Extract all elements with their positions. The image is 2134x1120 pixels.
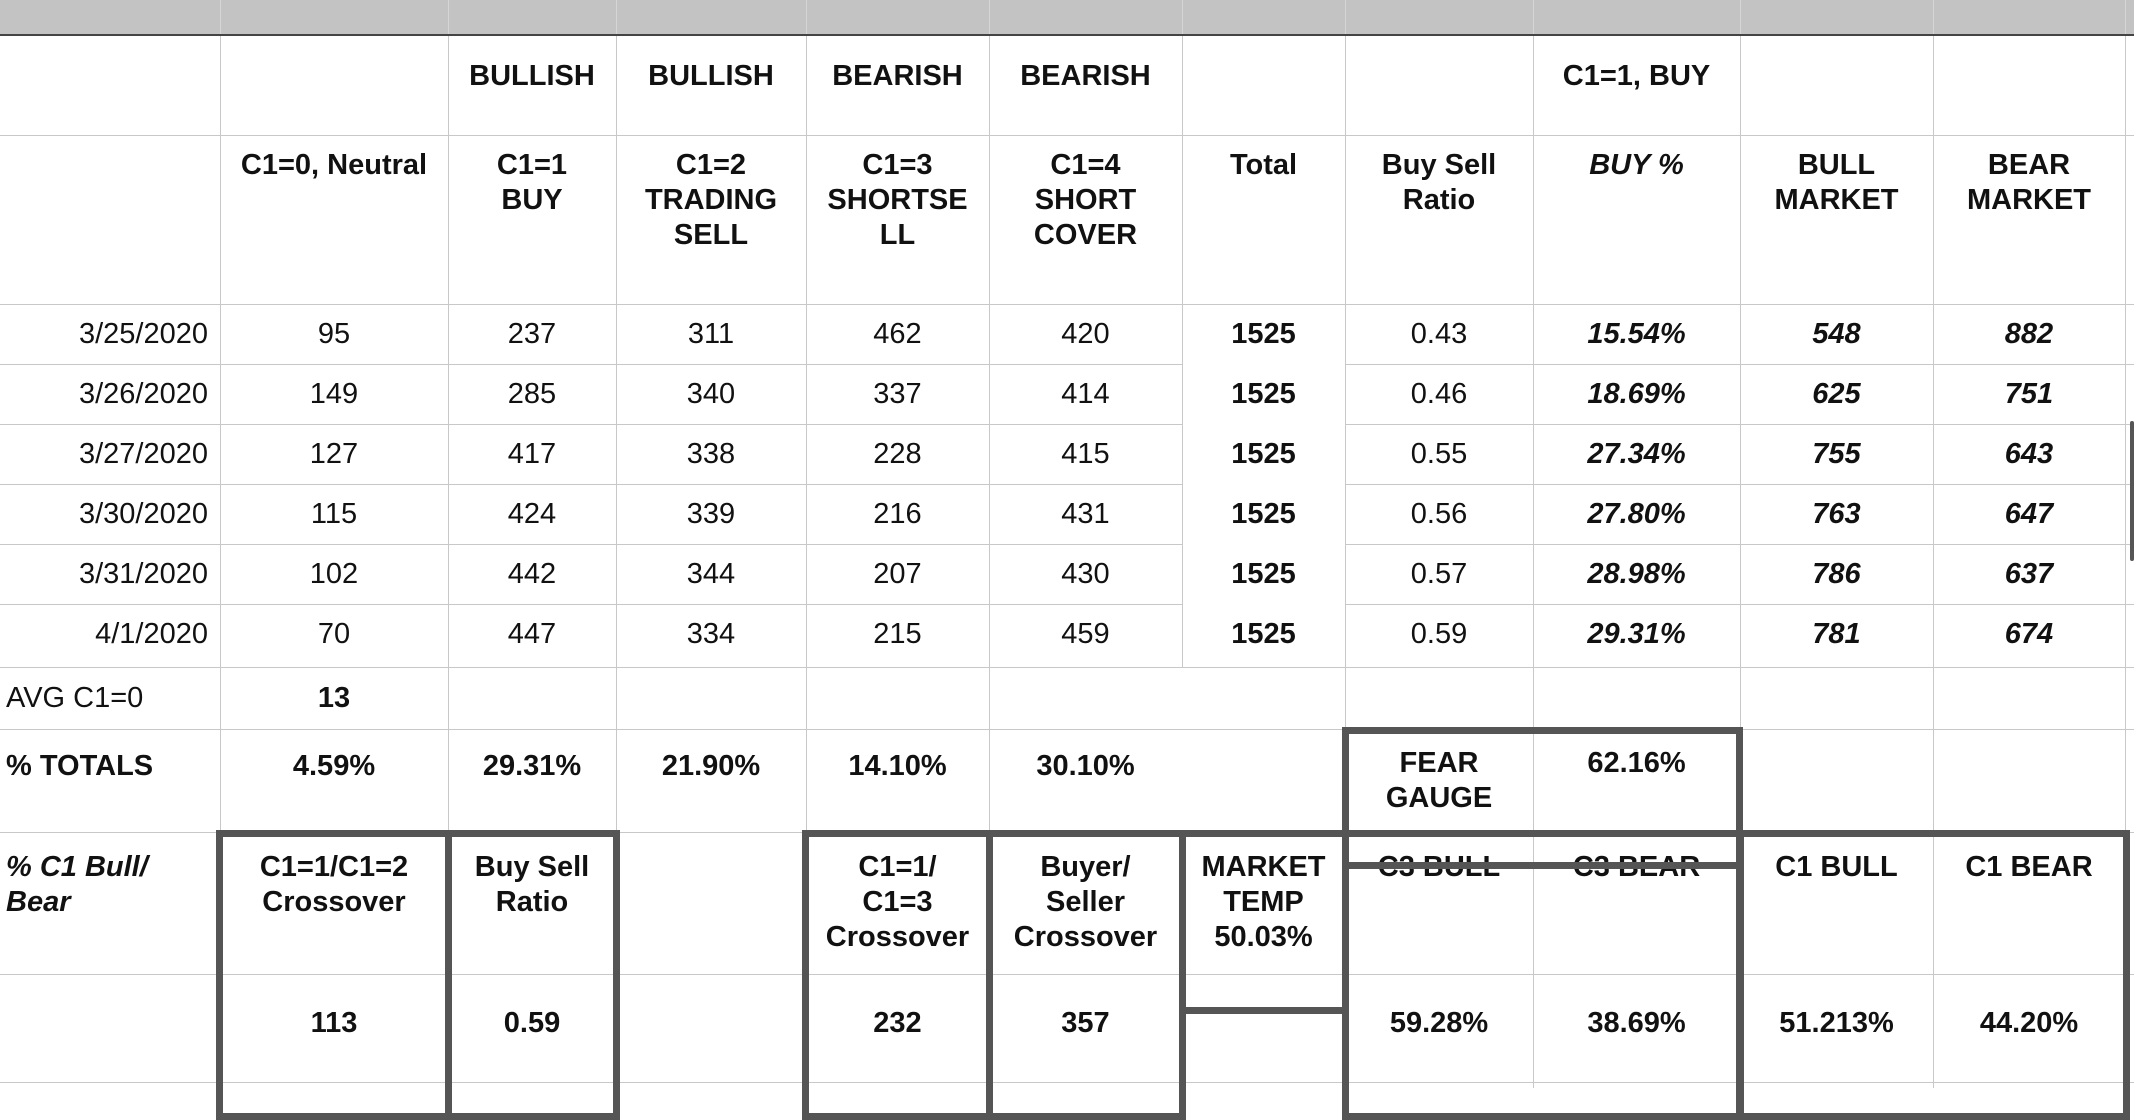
c1-bull-bear-box xyxy=(1737,830,2130,1120)
row-neutral: 95 xyxy=(317,317,351,350)
header-trading-sell: C1=2 TRADING SELL xyxy=(644,149,778,251)
c3-bull-label: C3 BULL xyxy=(1377,851,1501,883)
row-bull: 763 xyxy=(1812,497,1861,530)
row-trading-sell: 334 xyxy=(686,617,736,650)
row-neutral: 127 xyxy=(309,437,359,470)
row-trading-sell: 338 xyxy=(686,437,736,470)
column-divider xyxy=(989,0,990,34)
row-date: 3/27/2020 xyxy=(78,437,208,470)
row-bull: 786 xyxy=(1812,557,1861,590)
c3-bull-value: 59.28% xyxy=(1389,1006,1489,1039)
fear-gauge-value: 62.16% xyxy=(1587,747,1686,779)
header-neutral: C1=0, Neutral xyxy=(240,149,428,181)
row-short-cover: 431 xyxy=(1061,497,1110,530)
row-shortsell: 216 xyxy=(873,497,922,530)
c1-bear-value: 44.20% xyxy=(1979,1006,2079,1039)
row-bear: 647 xyxy=(2004,497,2054,530)
c3-bear-value: 38.69% xyxy=(1587,1006,1686,1039)
row-buy-pct: 15.54% xyxy=(1587,317,1686,350)
row-bull: 755 xyxy=(1812,437,1861,470)
row-bull: 625 xyxy=(1812,377,1861,410)
row-short-cover: 415 xyxy=(1061,437,1110,470)
row-buy-pct: 29.31% xyxy=(1587,617,1686,650)
row-short-cover: 414 xyxy=(1061,377,1110,410)
row-date: 4/1/2020 xyxy=(95,617,208,650)
market-temp: MARKET TEMP 50.03% xyxy=(1201,851,1326,953)
row-date: 3/25/2020 xyxy=(78,317,208,350)
market-temp-box xyxy=(1179,830,1349,1014)
buy-sell-ratio-label: Buy Sell Ratio xyxy=(474,851,590,918)
row-buy: 285 xyxy=(507,377,557,410)
row-short-cover: 420 xyxy=(1061,317,1110,350)
header-bullish-1: BULLISH xyxy=(469,59,595,92)
buyer-seller-value: 357 xyxy=(1061,1006,1110,1039)
crossover-12-box xyxy=(216,830,452,1120)
row-shortsell: 228 xyxy=(873,437,922,470)
header-c1-buy: C1=1, BUY xyxy=(1562,59,1711,92)
column-divider xyxy=(1182,0,1183,34)
row-buy-pct: 27.34% xyxy=(1587,437,1686,470)
row-shortsell: 207 xyxy=(873,557,922,590)
header-bearish-2: BEARISH xyxy=(1020,59,1151,92)
row-bear: 751 xyxy=(2004,377,2054,410)
row-ratio: 0.55 xyxy=(1410,437,1468,470)
row-neutral: 149 xyxy=(309,377,359,410)
header-buy: C1=1 BUY xyxy=(496,149,568,216)
row-trading-sell: 340 xyxy=(686,377,736,410)
row-shortsell: 215 xyxy=(873,617,922,650)
row-ratio: 0.57 xyxy=(1410,557,1468,590)
header-bear-market: BEAR MARKET xyxy=(1966,149,2092,216)
header-bearish-1: BEARISH xyxy=(832,59,963,92)
c3-bear-label: C3 BEAR xyxy=(1572,851,1701,883)
row-bear: 674 xyxy=(2004,617,2054,650)
row-buy-pct: 27.80% xyxy=(1587,497,1686,530)
row-bear: 882 xyxy=(2004,317,2054,350)
row-shortsell: 462 xyxy=(873,317,922,350)
row-buy: 424 xyxy=(507,497,557,530)
row-buy: 237 xyxy=(507,317,557,350)
column-divider xyxy=(1740,0,1741,34)
row-neutral: 115 xyxy=(310,497,358,530)
crossover-13-value: 232 xyxy=(873,1006,922,1039)
row-bull: 781 xyxy=(1812,617,1861,650)
buyer-seller-label: Buyer/ Seller Crossover xyxy=(1013,851,1158,953)
row-buy: 447 xyxy=(507,617,557,650)
row-date: 3/30/2020 xyxy=(78,497,208,530)
c1-bull-value: 51.213% xyxy=(1779,1006,1894,1039)
crossover-12-label: C1=1/C1=2 Crossover xyxy=(259,851,409,918)
row-short-cover: 430 xyxy=(1061,557,1110,590)
row-neutral: 102 xyxy=(309,557,359,590)
row-bear: 637 xyxy=(2004,557,2054,590)
column-divider xyxy=(806,0,807,34)
c1-bull-label: C1 BULL xyxy=(1775,851,1898,883)
c1-bear-label: C1 BEAR xyxy=(1965,851,2093,883)
totals-shortsell: 14.10% xyxy=(848,749,947,782)
totals-short-cover: 30.10% xyxy=(1036,749,1135,782)
totals-label: % TOTALS xyxy=(6,749,154,782)
crossover-13-box xyxy=(802,830,993,1120)
c3-bull-bear-box xyxy=(1342,830,1743,1120)
avg-value: 13 xyxy=(317,681,351,714)
row-total: 1525 xyxy=(1231,557,1296,590)
buyer-seller-box xyxy=(986,830,1186,1120)
column-divider xyxy=(2125,0,2126,34)
column-divider xyxy=(220,0,221,34)
row-total: 1525 xyxy=(1231,497,1296,530)
column-divider xyxy=(616,0,617,34)
row-total: 1525 xyxy=(1231,617,1296,650)
crossover-12-value: 113 xyxy=(310,1006,358,1039)
buy-sell-ratio-box xyxy=(445,830,620,1120)
header-bullish-2: BULLISH xyxy=(648,59,774,92)
row-buy: 442 xyxy=(507,557,557,590)
header-bull-market: BULL MARKET xyxy=(1774,149,1899,216)
totals-neutral: 4.59% xyxy=(292,749,376,782)
header-buy-sell-ratio: Buy Sell Ratio xyxy=(1381,149,1497,216)
row-trading-sell: 344 xyxy=(686,557,736,590)
row-buy-pct: 18.69% xyxy=(1587,377,1686,410)
row-bear: 643 xyxy=(2004,437,2054,470)
row-shortsell: 337 xyxy=(873,377,922,410)
row-total: 1525 xyxy=(1231,317,1296,350)
row-neutral: 70 xyxy=(317,617,351,650)
row-ratio: 0.56 xyxy=(1410,497,1468,530)
row-buy: 417 xyxy=(507,437,557,470)
row-ratio: 0.43 xyxy=(1410,317,1468,350)
avg-label: AVG C1=0 xyxy=(6,681,144,714)
row-ratio: 0.59 xyxy=(1410,617,1468,650)
spreadsheet-grid[interactable] xyxy=(0,36,2134,1088)
header-buy-pct: BUY % xyxy=(1589,149,1684,181)
header-shortsell: C1=3 SHORTSE LL xyxy=(827,149,968,251)
bull-bear-label: % C1 Bull/ Bear xyxy=(6,851,148,918)
fear-gauge-label: FEAR GAUGE xyxy=(1385,747,1493,814)
totals-buy: 29.31% xyxy=(482,749,582,782)
row-total: 1525 xyxy=(1231,377,1296,410)
header-total: Total xyxy=(1229,149,1298,181)
scrollbar-thumb[interactable] xyxy=(2130,421,2134,561)
row-short-cover: 459 xyxy=(1061,617,1110,650)
header-short-cover: C1=4 SHORT COVER xyxy=(1033,149,1138,251)
totals-trading-sell: 21.90% xyxy=(661,749,761,782)
column-divider xyxy=(1533,0,1534,34)
row-trading-sell: 311 xyxy=(687,317,735,350)
row-trading-sell: 339 xyxy=(686,497,736,530)
row-bull: 548 xyxy=(1812,317,1861,350)
column-header-bar xyxy=(0,0,2134,36)
row-total: 1525 xyxy=(1231,437,1296,470)
crossover-13-label: C1=1/ C1=3 Crossover xyxy=(825,851,970,953)
row-date: 3/26/2020 xyxy=(78,377,208,410)
column-divider xyxy=(1345,0,1346,34)
row-ratio: 0.46 xyxy=(1410,377,1468,410)
buy-sell-ratio-value: 0.59 xyxy=(503,1006,561,1039)
row-buy-pct: 28.98% xyxy=(1587,557,1686,590)
column-divider xyxy=(1933,0,1934,34)
column-divider xyxy=(448,0,449,34)
row-date: 3/31/2020 xyxy=(78,557,208,590)
